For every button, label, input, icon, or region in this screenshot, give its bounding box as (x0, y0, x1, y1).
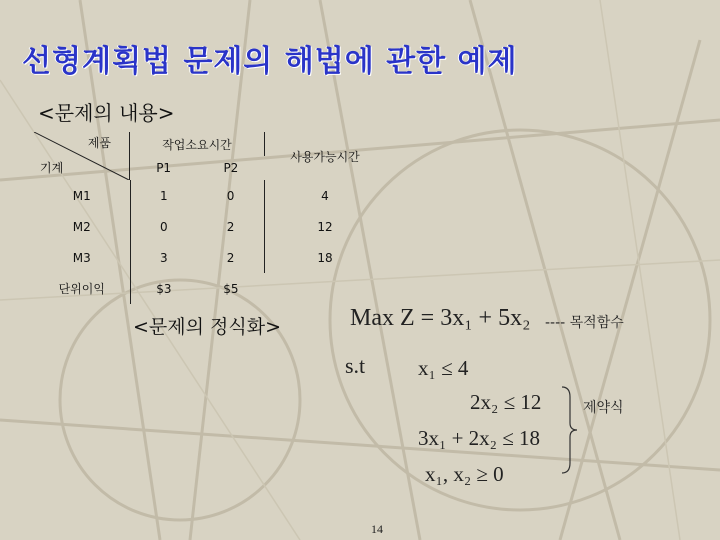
time-cell: 1 (160, 188, 168, 203)
constraint-3: 3x₁ + 2x₂ ≤ 18 (418, 426, 541, 450)
profit-cell: $3 (156, 281, 172, 296)
table-row (34, 273, 385, 304)
group-header: 작업소요시간 (130, 132, 265, 156)
objective-function: Max Z = 3x₁ + 5x₂ (350, 305, 531, 331)
constraint-brace (560, 385, 580, 475)
product-header: P1 (156, 161, 172, 175)
constraints-note: 제약식 (583, 400, 624, 416)
corner-machine-label: 기계 (40, 161, 64, 175)
table-corner-cell (34, 132, 130, 180)
corner-product-label: 제품 (87, 136, 111, 150)
time-cell: 3 (160, 250, 168, 265)
slide-title: 선형계획법 문제의 해법에 관한 예제 (22, 44, 518, 79)
time-cell: 0 (160, 219, 168, 234)
table-row (34, 211, 385, 242)
available-cell: 4 (321, 188, 329, 203)
available-cell: 18 (317, 250, 333, 265)
problem-heading: <문제의 내용> (38, 101, 175, 125)
page-number: 14 (371, 522, 383, 536)
time-cell: 2 (197, 211, 264, 242)
constraint-4: x₁, x₂ ≥ 0 (425, 462, 504, 486)
problem-table (34, 132, 385, 304)
table-row (34, 242, 385, 273)
st-label: s.t (345, 353, 366, 378)
product-header: P2 (223, 161, 239, 175)
constraint-2: 2x₂ ≤ 12 (470, 390, 542, 414)
constraint-1: x₁ ≤ 4 (418, 356, 469, 380)
time-cell: 2 (197, 242, 264, 273)
time-cell: 0 (197, 180, 264, 211)
table-row (34, 180, 385, 211)
objective-note: ---- 목적함수 (545, 315, 624, 331)
machine-cell: M3 (34, 242, 130, 273)
profit-label: 단위이익 (34, 273, 130, 304)
profit-cell: $5 (223, 281, 239, 296)
available-header: 사용가능시간 (290, 149, 360, 164)
available-cell: 12 (317, 219, 333, 234)
machine-cell: M2 (34, 211, 130, 242)
machine-cell: M1 (34, 180, 130, 211)
formulation-heading: <문제의 정식화> (133, 316, 282, 338)
